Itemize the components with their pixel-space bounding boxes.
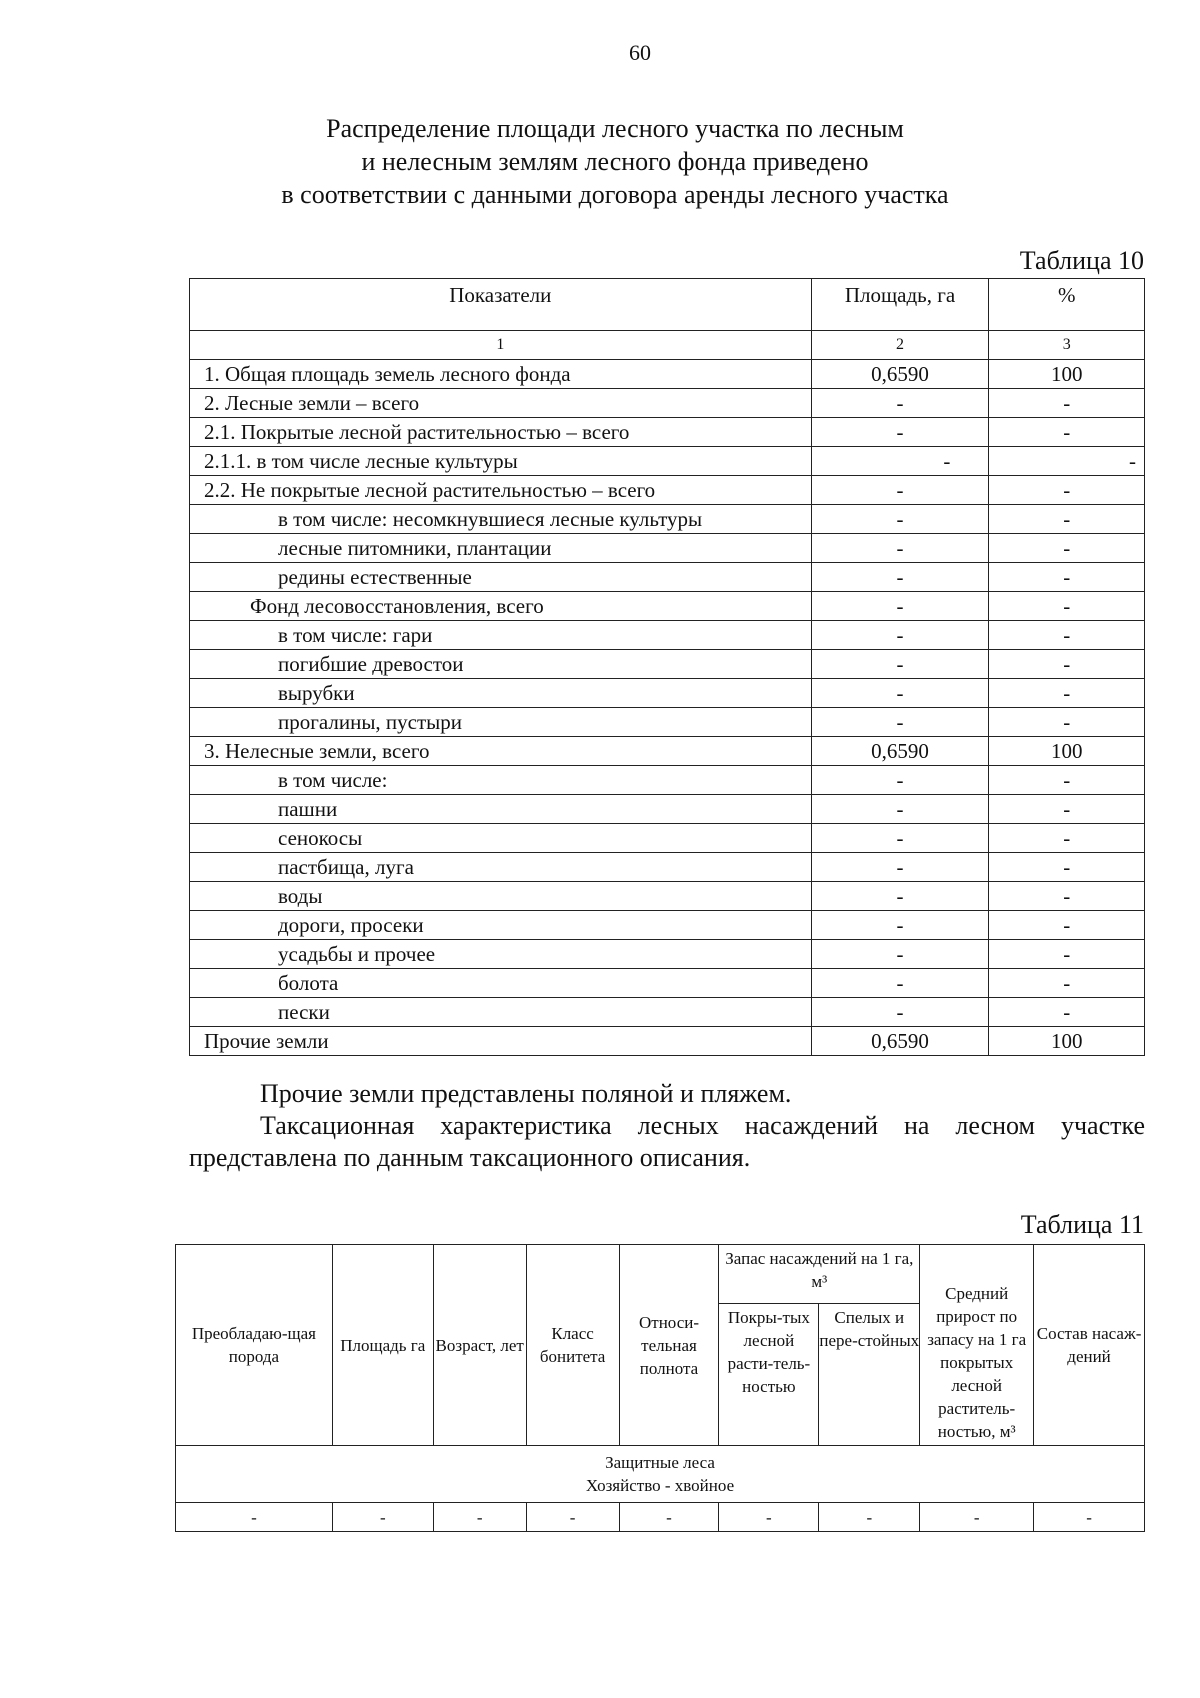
area-value: - xyxy=(811,969,989,998)
header-area: Площадь га xyxy=(332,1245,433,1446)
area-value: 0,6590 xyxy=(811,1027,989,1056)
group-forest-type: Защитные леса xyxy=(605,1453,715,1472)
paragraph-other-lands: Прочие земли представлены поляной и пляжем. xyxy=(260,1079,792,1108)
table-cell: - xyxy=(176,1503,333,1532)
percent-value: 100 xyxy=(989,360,1145,389)
percent-value: - xyxy=(989,882,1145,911)
heading-line-2: и нелесным землям лесного фонда приведено xyxy=(361,147,869,176)
table-row xyxy=(190,447,1145,476)
column-number: 1 xyxy=(190,331,812,360)
area-value: - xyxy=(811,534,989,563)
indicator-label: погибшие древостои xyxy=(190,650,812,679)
indicator-label: 2.1.1. в том числе лесные культуры xyxy=(190,447,812,476)
percent-value: - xyxy=(989,592,1145,621)
table-row xyxy=(190,592,1145,621)
percent-value: - xyxy=(989,795,1145,824)
table-row xyxy=(190,969,1145,998)
column-number: 3 xyxy=(989,331,1145,360)
indicator-label: пески xyxy=(190,998,812,1027)
indicator-label: воды xyxy=(190,882,812,911)
table-header-row xyxy=(190,279,1145,331)
table-cell: - xyxy=(1034,1503,1145,1532)
table-row xyxy=(190,708,1145,737)
header-species: Преобладаю-щая порода xyxy=(176,1245,333,1446)
table-row xyxy=(190,505,1145,534)
table-row xyxy=(190,940,1145,969)
group-label xyxy=(176,1446,1145,1503)
table-cell: - xyxy=(920,1503,1034,1532)
table-row xyxy=(190,621,1145,650)
column-number: 2 xyxy=(811,331,989,360)
percent-value: - xyxy=(989,853,1145,882)
table-row xyxy=(190,534,1145,563)
group-economy: Хозяйство - хвойное xyxy=(585,1476,735,1495)
table-row xyxy=(190,911,1145,940)
header-avg-growth: Средний прирост по запасу на 1 га покрытых лесной раститель-ностью, м³ xyxy=(920,1245,1034,1446)
header-percent: % xyxy=(989,279,1145,331)
indicator-label: дороги, просеки xyxy=(190,911,812,940)
table-row xyxy=(190,563,1145,592)
header-stock-mature: Спелых и пере-стойных xyxy=(819,1304,920,1446)
percent-value: - xyxy=(989,563,1145,592)
area-value: 0,6590 xyxy=(811,737,989,766)
area-value: - xyxy=(811,592,989,621)
header-stock-covered: Покры-тых лесной расти-тель-ностью xyxy=(719,1304,819,1446)
table-row xyxy=(190,824,1145,853)
indicator-label: Фонд лесовосстановления, всего xyxy=(190,592,812,621)
percent-value: - xyxy=(989,447,1145,476)
indicator-label: лесные питомники, плантации xyxy=(190,534,812,563)
area-value: - xyxy=(811,795,989,824)
table-10-caption: Таблица 10 xyxy=(1019,246,1144,275)
area-value: - xyxy=(811,650,989,679)
percent-value: - xyxy=(989,969,1145,998)
area-value: - xyxy=(811,389,989,418)
area-value: - xyxy=(811,447,989,476)
table-header-row xyxy=(176,1245,1145,1304)
taxation-table xyxy=(175,1244,1145,1532)
area-value: - xyxy=(811,563,989,592)
table-row xyxy=(190,998,1145,1027)
area-value: - xyxy=(811,418,989,447)
indicator-label: пастбища, луга xyxy=(190,853,812,882)
percent-value: - xyxy=(989,621,1145,650)
indicator-label: сенокосы xyxy=(190,824,812,853)
area-value: 0,6590 xyxy=(811,360,989,389)
table-row xyxy=(190,418,1145,447)
percent-value: - xyxy=(989,940,1145,969)
percent-value: - xyxy=(989,824,1145,853)
percent-value: - xyxy=(989,389,1145,418)
indicator-label: 2. Лесные земли – всего xyxy=(190,389,812,418)
table-row xyxy=(190,650,1145,679)
table-column-numbers-row xyxy=(190,331,1145,360)
table-row xyxy=(190,882,1145,911)
area-value: - xyxy=(811,824,989,853)
indicator-label: 1. Общая площадь земель лесного фонда xyxy=(190,360,812,389)
table-cell: - xyxy=(526,1503,619,1532)
table-cell: - xyxy=(433,1503,526,1532)
land-distribution-table xyxy=(189,278,1145,1056)
table-row xyxy=(190,853,1145,882)
table-cell: - xyxy=(819,1503,920,1532)
header-area: Площадь, га xyxy=(811,279,989,331)
table-row xyxy=(190,476,1145,505)
table-group-row xyxy=(176,1446,1145,1503)
header-age: Возраст, лет xyxy=(433,1245,526,1446)
indicator-label: 3. Нелесные земли, всего xyxy=(190,737,812,766)
percent-value: - xyxy=(989,911,1145,940)
percent-value: 100 xyxy=(989,1027,1145,1056)
area-value: - xyxy=(811,621,989,650)
table-row xyxy=(190,737,1145,766)
area-value: - xyxy=(811,766,989,795)
indicator-label: в том числе: несомкнувшиеся лесные культуры xyxy=(190,505,812,534)
percent-value: - xyxy=(989,708,1145,737)
indicator-label: вырубки xyxy=(190,679,812,708)
table-row xyxy=(190,795,1145,824)
indicator-label: 2.1. Покрытые лесной растительностью – всего xyxy=(190,418,812,447)
table-row xyxy=(190,1027,1145,1056)
area-value: - xyxy=(811,998,989,1027)
table-cell: - xyxy=(619,1503,719,1532)
percent-value: - xyxy=(989,505,1145,534)
percent-value: - xyxy=(989,766,1145,795)
area-value: - xyxy=(811,708,989,737)
area-value: - xyxy=(811,940,989,969)
table-row xyxy=(190,360,1145,389)
area-value: - xyxy=(811,505,989,534)
page-heading xyxy=(0,112,1200,211)
header-stock-group: Запас насаждений на 1 га, м³ xyxy=(719,1245,920,1304)
percent-value: - xyxy=(989,476,1145,505)
table-row xyxy=(190,389,1145,418)
area-value: - xyxy=(811,679,989,708)
area-value: - xyxy=(811,882,989,911)
indicator-label: Прочие земли xyxy=(190,1027,812,1056)
indicator-label: болота xyxy=(190,969,812,998)
indicator-label: редины естественные xyxy=(190,563,812,592)
table-row xyxy=(190,766,1145,795)
indicator-label: пашни xyxy=(190,795,812,824)
heading-line-3: в соответствии с данными договора аренды лесного участка xyxy=(281,180,949,209)
area-value: - xyxy=(811,911,989,940)
percent-value: - xyxy=(989,650,1145,679)
header-composition: Состав насаж-дений xyxy=(1034,1245,1145,1446)
indicator-label: усадьбы и прочее xyxy=(190,940,812,969)
header-bonitet: Класс бонитета xyxy=(526,1245,619,1446)
percent-value: - xyxy=(989,534,1145,563)
area-value: - xyxy=(811,853,989,882)
percent-value: 100 xyxy=(989,737,1145,766)
percent-value: - xyxy=(989,998,1145,1027)
indicator-label: прогалины, пустыри xyxy=(190,708,812,737)
percent-value: - xyxy=(989,418,1145,447)
header-density: Относи-тельная полнота xyxy=(619,1245,719,1446)
table-cell: - xyxy=(332,1503,433,1532)
heading-line-1: Распределение площади лесного участка по лесным xyxy=(326,114,904,143)
area-value: - xyxy=(811,476,989,505)
table-11-caption: Таблица 11 xyxy=(1020,1210,1144,1239)
indicator-label: 2.2. Не покрытые лесной растительностью – всего xyxy=(190,476,812,505)
percent-value: - xyxy=(989,679,1145,708)
page-number: 60 xyxy=(629,40,651,65)
paragraph-taxation: Таксационная характеристика лесных насаждений на лесном участке представлена по данным таксационного описания. xyxy=(189,1111,1145,1172)
table-row xyxy=(190,679,1145,708)
header-indicators: Показатели xyxy=(190,279,812,331)
indicator-label: в том числе: гари xyxy=(190,621,812,650)
table-row xyxy=(176,1503,1145,1532)
table-cell: - xyxy=(719,1503,819,1532)
indicator-label: в том числе: xyxy=(190,766,812,795)
